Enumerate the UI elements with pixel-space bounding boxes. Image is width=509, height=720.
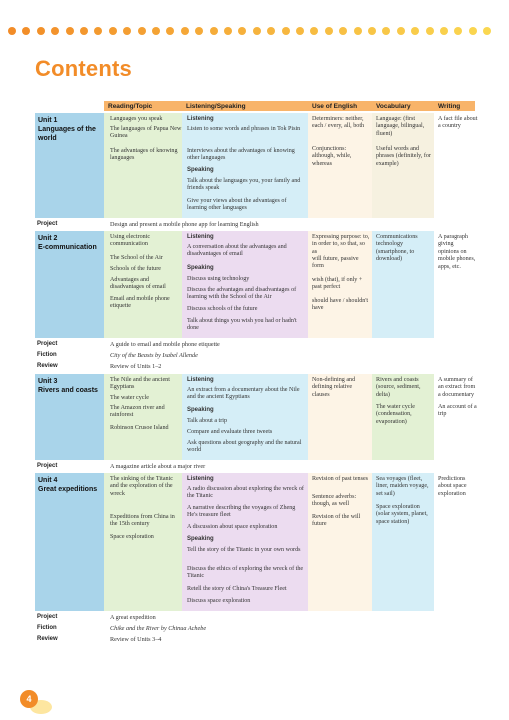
unit-2-english-3: wish (that), if only + past perfect xyxy=(312,277,363,291)
unit-3-vocab-2: The water cycle (condensation, evaporation) xyxy=(376,404,415,425)
decorative-dot xyxy=(195,27,203,35)
unit-2-english-4: should have / shouldn't have xyxy=(312,298,369,312)
unit-3-speaking-head: Speaking xyxy=(187,407,214,413)
project-3-text: A magazine article about a major river xyxy=(110,463,206,470)
unit-4-speaking-2: Discuss the ethics of exploring the wreck of the Titanic xyxy=(187,566,304,580)
project-4-text: A great expedition xyxy=(110,614,156,621)
unit-3-listening-1: An extract from a documentary about the Nile and the ancient Egyptians xyxy=(187,387,300,401)
unit-2-speaking-4: Talk about things you wish you had or hadn't done xyxy=(187,318,297,332)
review-4-label: Review xyxy=(37,636,58,642)
decorative-dot xyxy=(310,27,318,35)
project-2-text: A guide to email and mobile phone etiquette xyxy=(110,341,220,348)
header-reading: Reading/Topic xyxy=(104,101,182,111)
unit-2-english-1: Expressing purpose: to, in order to, so that, so as xyxy=(312,234,370,255)
unit-1-speaking-head: Speaking xyxy=(187,167,214,173)
decorative-dot xyxy=(109,27,117,35)
decorative-dot xyxy=(37,27,45,35)
review-2-text: Review of Units 1–2 xyxy=(110,363,162,370)
unit-3-writing-1: A summary of an extract from a documentary xyxy=(438,377,476,398)
decorative-dot xyxy=(66,27,74,35)
unit-4-listening-3: A discussion about space exploration xyxy=(187,524,278,530)
review-4-text: Review of Units 3–4 xyxy=(110,636,162,643)
unit-3-english-1: Non-defining and defining relative clauses xyxy=(312,377,356,398)
unit-1-reading-3: The advantages of knowing languages xyxy=(110,148,178,162)
unit-4-writing-1: Predictions about space exploration xyxy=(438,476,467,497)
unit-3-reading-1: The Nile and the ancient Egyptians xyxy=(110,377,170,391)
unit-2-speaking-2: Discuss the advantages and disadvantages of learning with the School of the Air xyxy=(187,287,297,301)
decorative-dot xyxy=(94,27,102,35)
unit-1-listening-head: Listening xyxy=(187,116,214,122)
unit-4-english-1: Revision of past tenses xyxy=(312,476,369,482)
unit-1-title: Languages of the world xyxy=(38,126,96,142)
header-english: Use of English xyxy=(308,101,372,111)
fiction-2-text: City of the Beasts by Isabel Allende xyxy=(110,352,198,359)
unit-3-speaking-2: Compare and evaluate three tweets xyxy=(187,429,273,435)
unit-1-listening-2: Interviews about the advantages of knowing other languages xyxy=(187,148,295,162)
unit-1-english-1: Determiners: neither, each / every, all, both xyxy=(312,116,365,130)
unit-1-vocab-2: Useful words and phrases (definitely, for example) xyxy=(376,146,431,167)
decorative-dot xyxy=(51,27,59,35)
unit-1-writing-1: A fact file about a country xyxy=(438,116,478,130)
unit-3-vocab-1: Rivers and coasts (source, sediment, delta) xyxy=(376,377,421,398)
decorative-dot xyxy=(8,27,16,35)
unit-4-label: Unit 4 xyxy=(38,477,58,484)
unit-1-speaking-1: Talk about the languages you, your family and friends speak xyxy=(187,178,301,192)
decorative-dot xyxy=(224,27,232,35)
decorative-dot xyxy=(296,27,304,35)
unit-2-title-cell xyxy=(35,231,104,338)
unit-4-speaking-1: Tell the story of the Titanic in your own words xyxy=(187,547,301,553)
header-listening: Listening/Speaking xyxy=(182,101,308,111)
decorative-dot xyxy=(123,27,131,35)
unit-2-reading-5: Email and mobile phone etiquette xyxy=(110,296,170,310)
unit-1-english-2: Conjunctions: although, while, whereas xyxy=(312,146,352,167)
unit-4-vocab-1: Sea voyages (fleet, liner, maiden voyage, set sail) xyxy=(376,476,429,497)
unit-1-title-cell xyxy=(35,113,104,218)
unit-1-listening-1: Listen to some words and phrases in Tok Pisin xyxy=(187,126,301,132)
unit-4-speaking-3: Retell the story of China's Treasure Fleet xyxy=(187,586,287,592)
unit-3-reading-3: The Amazon river and rainforest xyxy=(110,405,165,419)
unit-2-label: Unit 2 xyxy=(38,235,58,242)
unit-2-title: E-communication xyxy=(38,244,97,251)
unit-1-label: Unit 1 xyxy=(38,117,58,124)
fiction-2-label: Fiction xyxy=(37,352,57,358)
project-1-text: Design and present a mobile phone app for learning English xyxy=(110,221,259,228)
unit-2-listening-head: Listening xyxy=(187,234,214,240)
decorative-dot xyxy=(238,27,246,35)
decorative-dot xyxy=(181,27,189,35)
unit-4-speaking-head: Speaking xyxy=(187,536,214,542)
unit-2-vocab-1: Communications technology (smartphone, to download) xyxy=(376,234,418,263)
decorative-dot xyxy=(267,27,275,35)
decorative-dot xyxy=(80,27,88,35)
decorative-dot xyxy=(426,27,434,35)
unit-4-listening-2: A narrative describing the voyages of Zheng He's treasure fleet xyxy=(187,505,296,519)
unit-4-listening-head: Listening xyxy=(187,476,214,482)
unit-1-vocab-1: Language: (first language, bilingual, fluent) xyxy=(376,116,425,137)
decorative-dot xyxy=(152,27,160,35)
unit-4-english-3: Revision of the will future xyxy=(312,514,361,528)
decorative-dot xyxy=(469,27,477,35)
decorative-dot xyxy=(339,27,347,35)
decorative-dot xyxy=(138,27,146,35)
unit-4-title-cell xyxy=(35,473,104,611)
unit-4-reading-3: Space exploration xyxy=(110,534,154,540)
unit-3-label: Unit 3 xyxy=(38,378,58,385)
unit-4-reading-2: Expeditions from China in the 15th century xyxy=(110,514,175,528)
unit-3-title-cell xyxy=(35,374,104,460)
unit-1-speaking-2: Give your views about the advantages of learning other languages xyxy=(187,198,287,212)
unit-3-speaking-3: Ask questions about geography and the natural world xyxy=(187,440,302,454)
unit-3-title: Rivers and coasts xyxy=(38,387,98,394)
decorative-dot xyxy=(325,27,333,35)
header-writing: Writing xyxy=(434,101,475,111)
decorative-dot xyxy=(253,27,261,35)
unit-2-reading-2: The School of the Air xyxy=(110,255,163,261)
decorative-dot xyxy=(483,27,491,35)
page-title: Contents xyxy=(35,56,132,81)
decorative-dot xyxy=(22,27,30,35)
page-number: 4 xyxy=(20,690,38,708)
unit-1-reading-2: The languages of Papua New Guinea xyxy=(110,126,182,140)
review-2-label: Review xyxy=(37,363,58,369)
decorative-dot xyxy=(354,27,362,35)
unit-2-english-2: will future, passive form xyxy=(312,256,359,270)
fiction-4-text: Chike and the River by Chinua Achebe xyxy=(110,625,207,632)
unit-4-speaking-4: Discuss space exploration xyxy=(187,598,251,604)
decorative-dot xyxy=(440,27,448,35)
unit-4-title: Great expeditions xyxy=(38,486,98,493)
unit-2-reading-4: Advantages and disadvantages of email xyxy=(110,277,166,291)
unit-4-reading-1: The sinking of the Titanic and the exploration of the wreck xyxy=(110,476,173,497)
unit-2-reading-3: Schools of the future xyxy=(110,266,161,272)
unit-3-speaking-1: Talk about a trip xyxy=(187,418,228,424)
decorative-dot xyxy=(210,27,218,35)
unit-4-vocab-2: Space exploration (solar system, planet, space station) xyxy=(376,504,428,525)
decorative-dot xyxy=(282,27,290,35)
unit-4-listening-1: A radio discussion about exploring the wreck of the Titanic xyxy=(187,486,304,500)
decorative-dot-row xyxy=(8,27,502,39)
unit-1-reading-1: Languages you speak xyxy=(110,116,163,122)
unit-2-reading-1: Using electronic communication xyxy=(110,234,151,248)
unit-2-speaking-3: Discuss schools of the future xyxy=(187,306,258,312)
unit-3-reading-2: The water cycle xyxy=(110,395,149,401)
project-2-label: Project xyxy=(37,341,58,347)
project-4-label: Project xyxy=(37,614,58,620)
decorative-dot xyxy=(454,27,462,35)
project-1-label: Project xyxy=(37,221,58,227)
decorative-dot xyxy=(166,27,174,35)
unit-2-speaking-head: Speaking xyxy=(187,265,214,271)
unit-3-listening-head: Listening xyxy=(187,377,214,383)
unit-2-speaking-1: Discuss using technology xyxy=(187,276,250,282)
header-vocab: Vocabulary xyxy=(372,101,434,111)
decorative-dot xyxy=(411,27,419,35)
unit-4-english-2: Sentence adverbs: though, as well xyxy=(312,494,357,508)
unit-3-writing-2: An account of a trip xyxy=(438,404,477,418)
unit-3-reading-4: Robinson Crusoe Island xyxy=(110,425,169,431)
unit-2-listening-1: A conversation about the advantages and disadvantages of email xyxy=(187,244,287,258)
decorative-dot xyxy=(382,27,390,35)
decorative-dot xyxy=(368,27,376,35)
decorative-dot xyxy=(397,27,405,35)
unit-2-writing-1: A paragraph giving opinions on mobile phones, apps, etc. xyxy=(438,234,476,270)
fiction-4-label: Fiction xyxy=(37,625,57,631)
project-3-label: Project xyxy=(37,463,58,469)
